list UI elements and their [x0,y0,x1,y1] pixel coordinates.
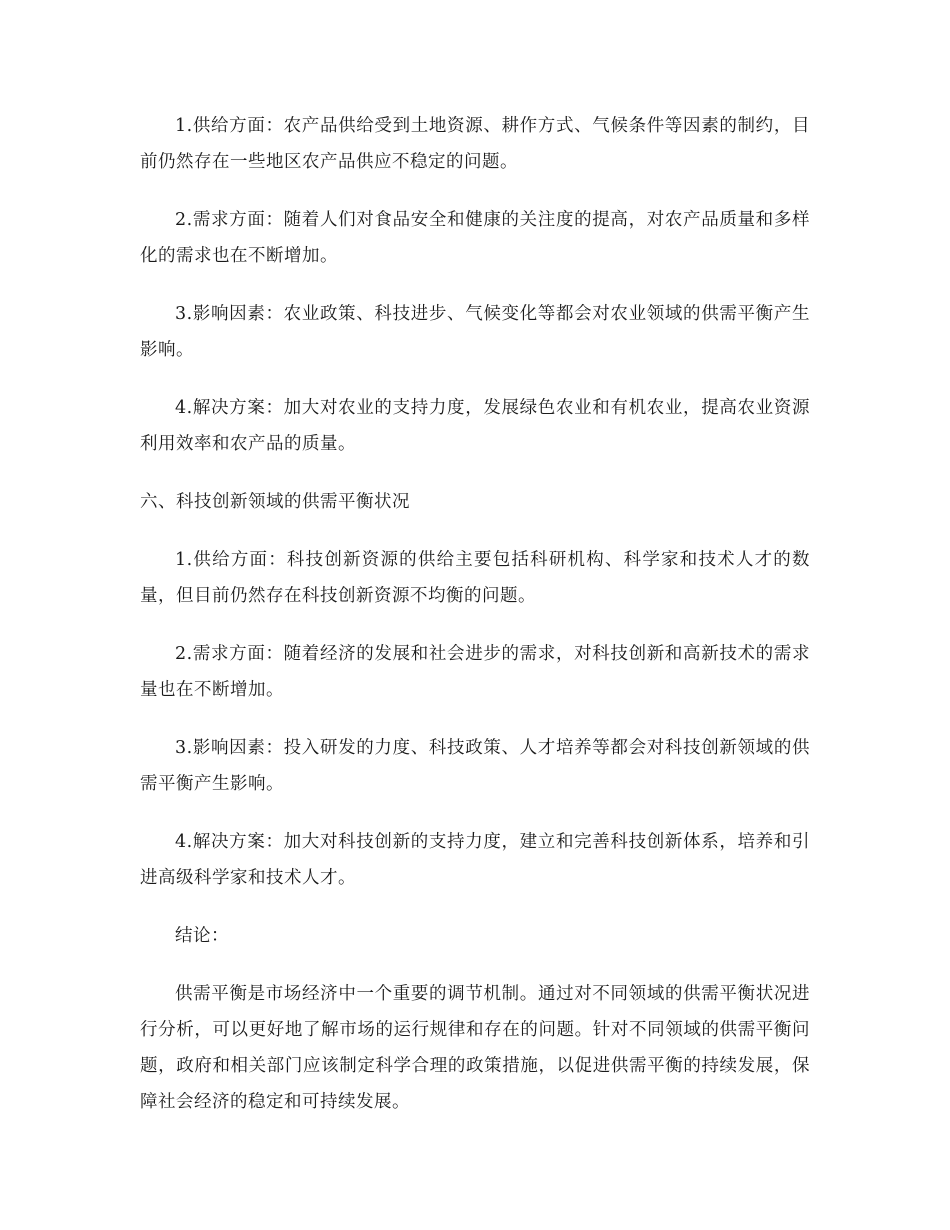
paragraph-tech-demand: 2.需求方面：随着经济的发展和社会进步的需求，对科技创新和高新技术的需求量也在不断增加。 [140,644,810,700]
conclusion-label: 结论： [175,926,229,946]
paragraph-agri-factors: 3.影响因素：农业政策、科技进步、气候变化等都会对农业领域的供需平衡产生影响。 [140,304,810,360]
section-heading-tech: 六、科技创新领域的供需平衡状况 [140,492,410,512]
paragraph-agri-demand: 2.需求方面：随着人们对食品安全和健康的关注度的提高，对农产品质量和多样化的需求也在不断增加。 [140,210,810,266]
paragraph-tech-solutions: 4.解决方案：加大对科技创新的支持力度，建立和完善科技创新体系，培养和引进高级科学家和技术人才。 [140,832,810,888]
paragraph-tech-supply: 1.供给方面：科技创新资源的供给主要包括科研机构、科学家和技术人才的数量，但目前仍然存在科技创新资源不均衡的问题。 [140,550,810,606]
paragraph-agri-solutions: 4.解决方案：加大对农业的支持力度，发展绿色农业和有机农业，提高农业资源利用效率和农产品的质量。 [140,398,810,454]
paragraph-tech-factors: 3.影响因素：投入研发的力度、科技政策、人才培养等都会对科技创新领域的供需平衡产生影响。 [140,738,810,794]
paragraph-conclusion: 供需平衡是市场经济中一个重要的调节机制。通过对不同领域的供需平衡状况进行分析，可以更好地了解市场的运行规律和存在的问题。针对不同领域的供需平衡问题，政府和相关部门应该制定科学合理的政策措施，以促进供需平衡的持续发展，保障社会经济的稳定和可持续发展。 [140,984,810,1112]
paragraph-agri-supply: 1.供给方面：农产品供给受到土地资源、耕作方式、气候条件等因素的制约，目前仍然存在一些地区农产品供应不稳定的问题。 [140,116,810,172]
